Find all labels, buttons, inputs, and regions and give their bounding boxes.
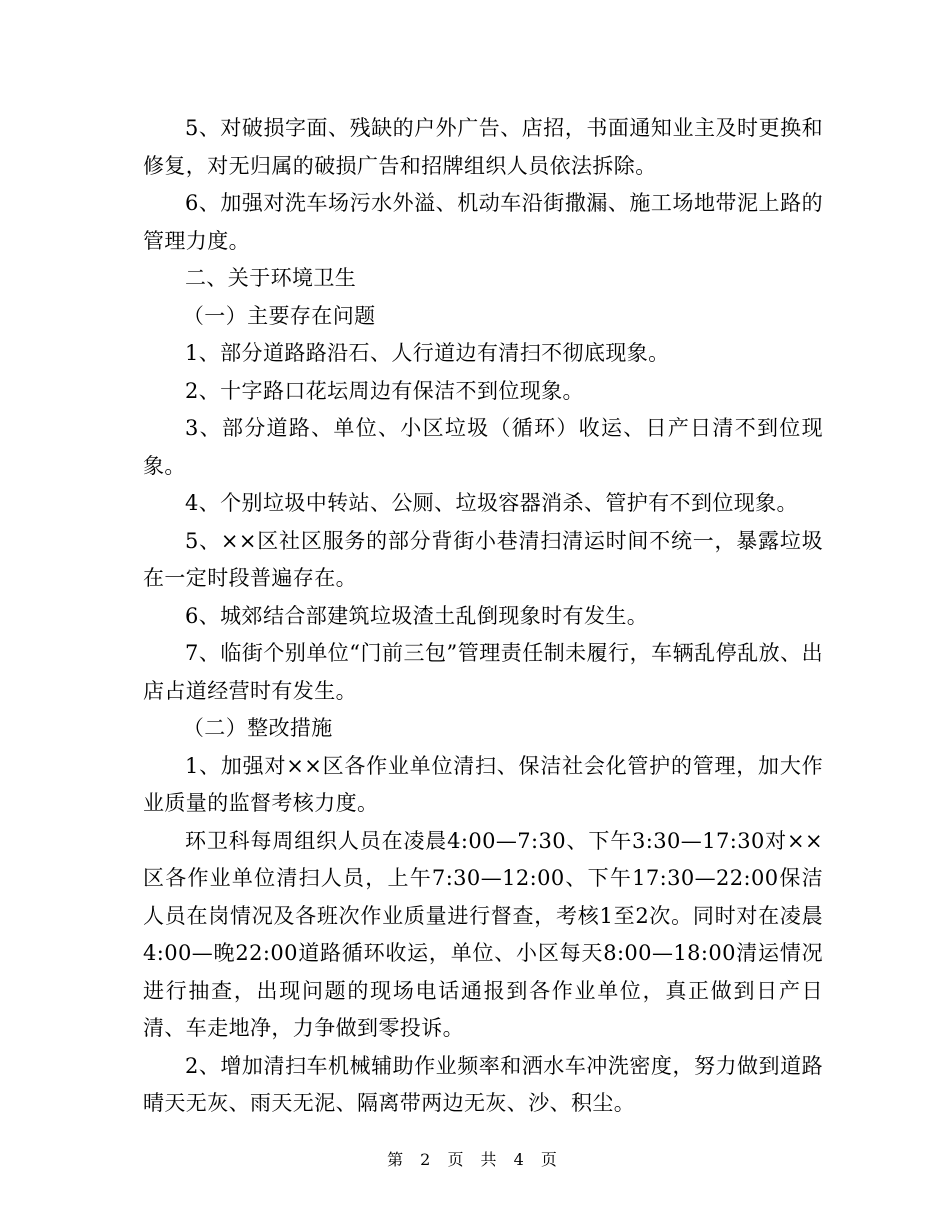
problem-item-1: 1、部分道路路沿石、人行道边有清扫不彻底现象。	[185, 341, 670, 365]
paragraph-item-6-carwash: 6、加强对洗车场污水外溢、机动车沿街撒漏、施工场地带泥上路的管理力度。	[143, 191, 823, 253]
measure-item-2: 2、增加清扫车机械辅助作业频率和洒水车冲洗密度，努力做到道路晴天无灰、雨天无泥、隔离带两边无灰、沙、积尘。	[143, 1053, 823, 1115]
problem-item-3: 3、部分道路、单位、小区垃圾（循环）收运、日产日清不到位现象。	[143, 416, 823, 478]
measure-item-1: 1、加强对××区各作业单位清扫、保洁社会化管护的管理，加大作业质量的监督考核力度。	[143, 753, 823, 815]
section-heading-sanitation: 二、关于环境卫生	[185, 266, 357, 290]
measure-detail-schedule: 环卫科每周组织人员在凌晨4:00—7:30、下午3:30—17:30对××区各作业单位清扫人员，上午7:30—12:00、下午17:30—22:00保洁人员在岗情况及各班次作业质量进行督查，考核1至2次。同时对在凌晨4:00—晚22:00道路循环收运，单位、小区每天8:00—18:00清运情况进行抽查，出现问题的现场电话通报到各作业单位，真正做到日产日清、车走地净，力争做到零投诉。	[143, 828, 823, 1040]
subsection-heading-measures: （二）整改措施	[182, 716, 333, 740]
page-number-footer: 第 2 页 共 4 页	[387, 1150, 563, 1169]
problem-item-7: 7、临街个别单位“门前三包”管理责任制未履行，车辆乱停乱放、出店占道经营时有发生。	[143, 641, 823, 703]
problem-item-6: 6、城郊结合部建筑垃圾渣土乱倒现象时有发生。	[185, 603, 649, 628]
document-body	[143, 110, 823, 1123]
subsection-heading-problems: （一）主要存在问题	[182, 303, 376, 328]
paragraph-item-5-billboards: 5、对破损字面、残缺的户外广告、店招，书面通知业主及时更换和修复，对无归属的破损广告和招牌组织人员依法拆除。	[143, 116, 823, 178]
problem-item-5: 5、××区社区服务的部分背街小巷清扫清运时间不统一，暴露垃圾在一定时段普遍存在。	[143, 528, 823, 590]
problem-item-2: 2、十字路口花坛周边有保洁不到位现象。	[185, 378, 584, 403]
problem-item-4: 4、个别垃圾中转站、公厕、垃圾容器消杀、管护有不到位现象。	[185, 491, 798, 515]
